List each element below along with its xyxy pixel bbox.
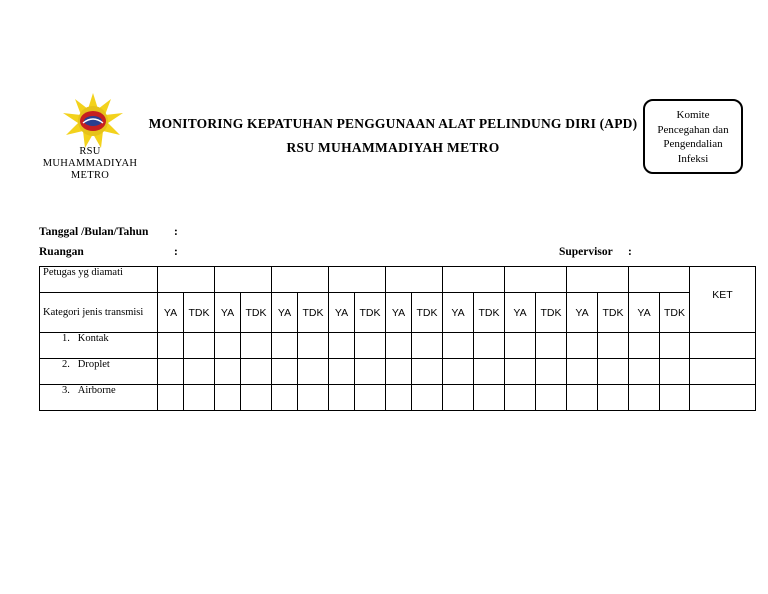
table-cell[interactable] bbox=[660, 333, 690, 359]
ya-header: YA bbox=[215, 293, 241, 333]
table-row-category bbox=[40, 333, 756, 359]
table-cell[interactable] bbox=[412, 359, 443, 385]
table-cell[interactable] bbox=[598, 385, 629, 411]
hospital-logo bbox=[56, 92, 130, 150]
petugas-cell[interactable] bbox=[505, 267, 567, 293]
room-label: Ruangan bbox=[39, 246, 84, 258]
date-colon: : bbox=[174, 226, 178, 238]
tdk-header: TDK bbox=[241, 293, 272, 333]
supervisor-colon: : bbox=[628, 246, 632, 258]
komite-line: Pengendalian bbox=[663, 138, 723, 150]
table-cell[interactable] bbox=[215, 359, 241, 385]
table-cell[interactable] bbox=[272, 333, 298, 359]
tdk-header: TDK bbox=[184, 293, 215, 333]
table-cell[interactable] bbox=[629, 385, 660, 411]
table-cell[interactable] bbox=[443, 359, 474, 385]
table-cell[interactable] bbox=[386, 359, 412, 385]
tdk-header: TDK bbox=[660, 293, 690, 333]
page-subtitle: RSU MUHAMMADIYAH METRO bbox=[286, 140, 500, 155]
ya-header: YA bbox=[329, 293, 355, 333]
category-number: 1. bbox=[62, 333, 70, 344]
category-label bbox=[40, 333, 158, 359]
date-label: Tanggal /Bulan/Tahun bbox=[39, 226, 149, 238]
table-cell[interactable] bbox=[298, 333, 329, 359]
table-cell[interactable] bbox=[505, 359, 536, 385]
petugas-cell[interactable] bbox=[272, 267, 329, 293]
category-name: Droplet bbox=[77, 359, 110, 370]
ya-header: YA bbox=[158, 293, 184, 333]
table-cell[interactable] bbox=[412, 333, 443, 359]
supervisor-label: Supervisor bbox=[559, 246, 613, 258]
category-number: 2. bbox=[62, 359, 70, 370]
room-colon: : bbox=[174, 246, 178, 258]
table-cell[interactable] bbox=[567, 359, 598, 385]
category-label bbox=[40, 385, 158, 411]
ya-header: YA bbox=[443, 293, 474, 333]
logo-caption bbox=[36, 146, 144, 182]
table-row-category bbox=[40, 385, 756, 411]
petugas-cell[interactable] bbox=[567, 267, 629, 293]
category-number: 3. bbox=[62, 385, 70, 396]
table-cell[interactable] bbox=[386, 333, 412, 359]
petugas-cell[interactable] bbox=[629, 267, 690, 293]
komite-line: Infeksi bbox=[677, 152, 709, 165]
table-cell[interactable] bbox=[567, 333, 598, 359]
table-cell[interactable] bbox=[474, 385, 505, 411]
table-cell[interactable] bbox=[184, 333, 215, 359]
ket-cell[interactable] bbox=[690, 385, 756, 411]
tdk-header: TDK bbox=[355, 293, 386, 333]
logo-caption-line: MUHAMMADIYAH bbox=[42, 158, 138, 169]
petugas-label: Petugas yg diamati bbox=[40, 267, 158, 293]
ya-header: YA bbox=[629, 293, 660, 333]
table-cell[interactable] bbox=[329, 333, 355, 359]
petugas-cell[interactable] bbox=[215, 267, 272, 293]
table-cell[interactable] bbox=[158, 385, 184, 411]
table-cell[interactable] bbox=[298, 359, 329, 385]
table-cell[interactable] bbox=[298, 385, 329, 411]
petugas-cell[interactable] bbox=[329, 267, 386, 293]
monitoring-table bbox=[39, 266, 756, 411]
table-row-kategori bbox=[40, 293, 756, 333]
tdk-header: TDK bbox=[598, 293, 629, 333]
page-title: MONITORING KEPATUHAN PENGGUNAAN ALAT PELINDUNG DIRI (APD) bbox=[148, 116, 638, 131]
category-name: Kontak bbox=[77, 333, 109, 344]
petugas-cell[interactable] bbox=[158, 267, 215, 293]
table-cell[interactable] bbox=[443, 385, 474, 411]
table-cell[interactable] bbox=[536, 333, 567, 359]
table-cell[interactable] bbox=[660, 359, 690, 385]
logo-caption-line: METRO bbox=[70, 170, 110, 181]
table-cell[interactable] bbox=[272, 385, 298, 411]
table-row-petugas bbox=[40, 267, 756, 293]
ket-cell[interactable] bbox=[690, 333, 756, 359]
table-cell[interactable] bbox=[158, 333, 184, 359]
table-cell[interactable] bbox=[355, 359, 386, 385]
logo-caption-line: RSU bbox=[79, 146, 101, 157]
table-cell[interactable] bbox=[215, 333, 241, 359]
table-cell[interactable] bbox=[386, 385, 412, 411]
table-cell[interactable] bbox=[329, 385, 355, 411]
table-cell[interactable] bbox=[241, 333, 272, 359]
komite-box bbox=[643, 99, 743, 174]
ket-header: KET bbox=[690, 267, 756, 333]
category-name: Airborne bbox=[77, 385, 116, 396]
ya-header: YA bbox=[386, 293, 412, 333]
table-cell[interactable] bbox=[505, 385, 536, 411]
table-cell[interactable] bbox=[660, 385, 690, 411]
table-cell[interactable] bbox=[505, 333, 536, 359]
ket-cell[interactable] bbox=[690, 359, 756, 385]
ya-header: YA bbox=[505, 293, 536, 333]
table-cell[interactable] bbox=[474, 359, 505, 385]
table-cell[interactable] bbox=[567, 385, 598, 411]
table-cell[interactable] bbox=[598, 333, 629, 359]
category-label bbox=[40, 359, 158, 385]
table-cell[interactable] bbox=[215, 385, 241, 411]
ya-header: YA bbox=[272, 293, 298, 333]
table-cell[interactable] bbox=[629, 359, 660, 385]
table-cell[interactable] bbox=[355, 385, 386, 411]
petugas-cell[interactable] bbox=[443, 267, 505, 293]
tdk-header: TDK bbox=[474, 293, 505, 333]
tdk-header: TDK bbox=[298, 293, 329, 333]
ya-header: YA bbox=[567, 293, 598, 333]
table-cell[interactable] bbox=[598, 359, 629, 385]
table-cell[interactable] bbox=[241, 359, 272, 385]
table-cell[interactable] bbox=[329, 359, 355, 385]
table-cell[interactable] bbox=[272, 359, 298, 385]
table-cell[interactable] bbox=[536, 359, 567, 385]
table-cell[interactable] bbox=[158, 359, 184, 385]
table-cell[interactable] bbox=[241, 385, 272, 411]
komite-line: Komite bbox=[676, 109, 710, 121]
komite-line: Pencegahan dan bbox=[657, 123, 729, 136]
table-row-category bbox=[40, 359, 756, 385]
tdk-header: TDK bbox=[536, 293, 567, 333]
tdk-header: TDK bbox=[412, 293, 443, 333]
table-cell[interactable] bbox=[412, 385, 443, 411]
petugas-cell[interactable] bbox=[386, 267, 443, 293]
table-cell[interactable] bbox=[184, 385, 215, 411]
table-cell[interactable] bbox=[629, 333, 660, 359]
table-cell[interactable] bbox=[536, 385, 567, 411]
table-cell[interactable] bbox=[355, 333, 386, 359]
table-cell[interactable] bbox=[474, 333, 505, 359]
table-cell[interactable] bbox=[184, 359, 215, 385]
kategori-label: Kategori jenis transmisi bbox=[40, 293, 158, 333]
table-cell[interactable] bbox=[443, 333, 474, 359]
